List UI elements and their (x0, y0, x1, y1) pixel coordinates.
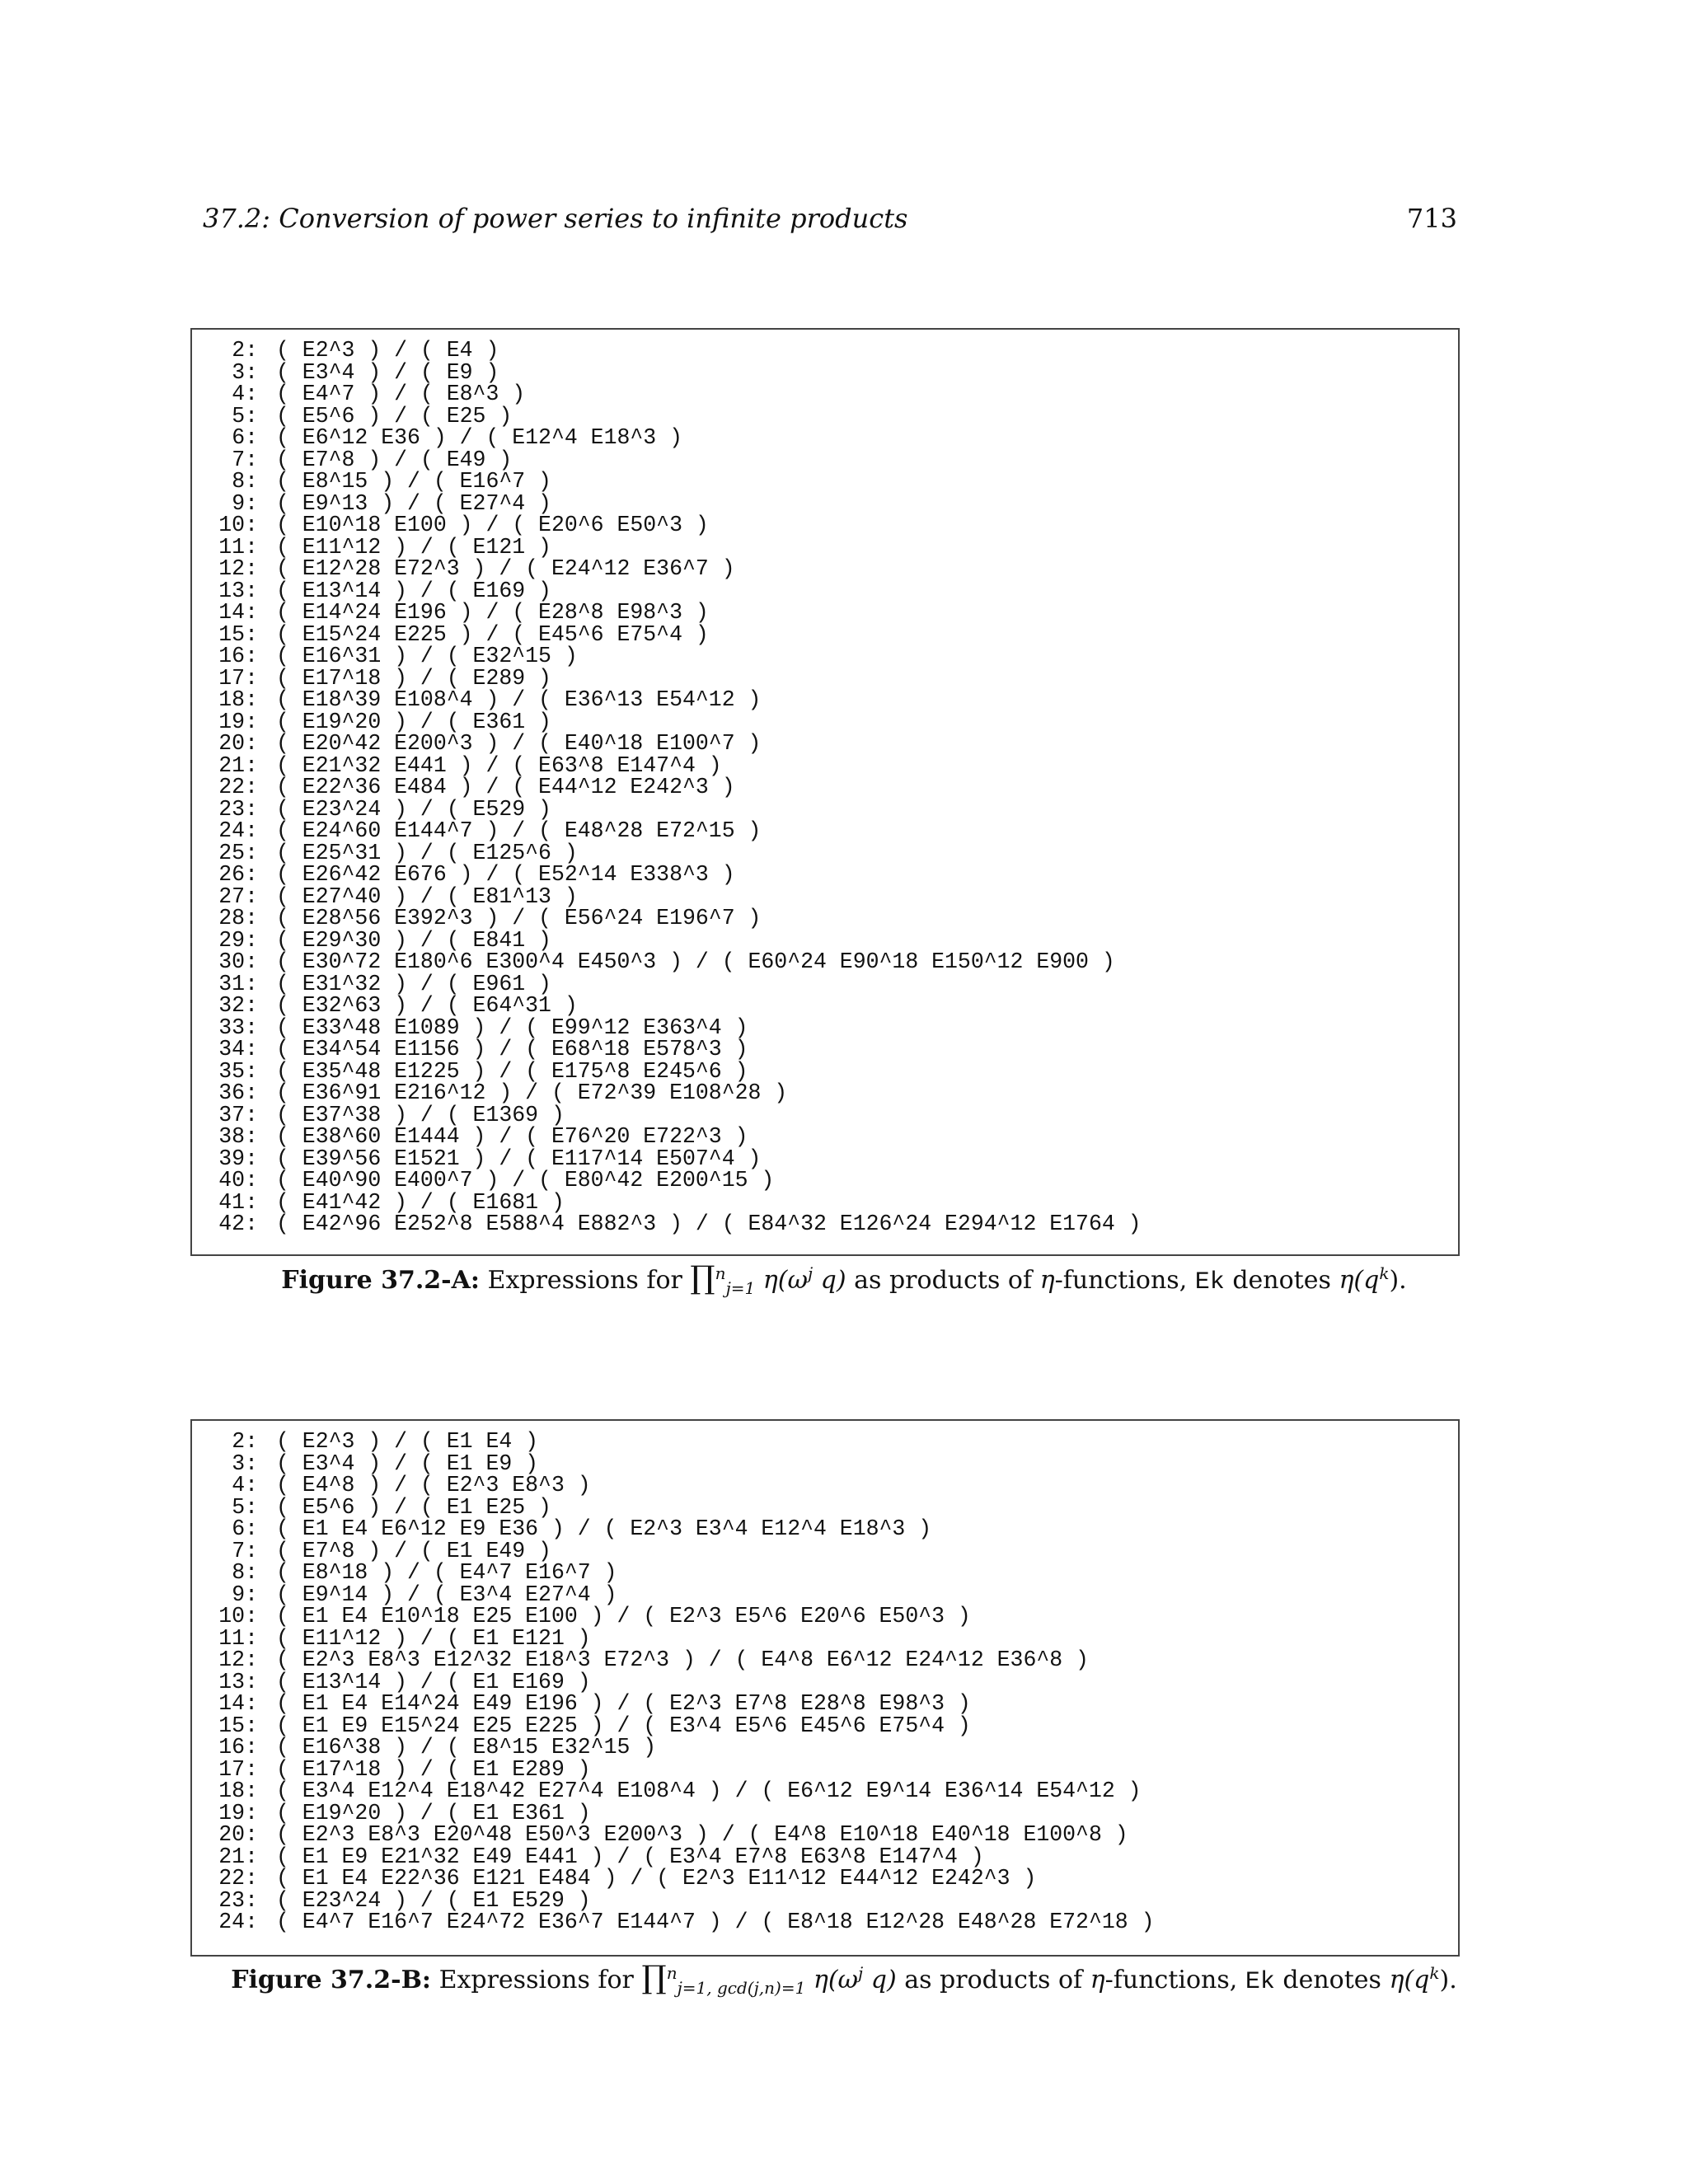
eta-expression: ( E13^14 ) / ( E1 E169 ) (276, 1669, 591, 1694)
line-number: 19: (218, 709, 258, 734)
listing-line (217, 973, 1142, 996)
line-number: 24: (218, 1910, 258, 1934)
line-number: 4: (232, 1473, 258, 1497)
eta-expression: ( E31^32 ) / ( E961 ) (276, 971, 551, 996)
line-number: 21: (218, 1844, 258, 1869)
listing-line (217, 951, 1142, 973)
listing-line (217, 1715, 1154, 1737)
line-number: 8: (232, 1560, 258, 1585)
listing-line (217, 621, 1142, 647)
listing-line (217, 1474, 1154, 1497)
eta-expression: ( E23^24 ) / ( E1 E529 ) (276, 1887, 591, 1913)
page-number: 713 (1406, 203, 1457, 234)
listing-line (217, 1911, 1154, 1933)
line-number: 7: (232, 447, 258, 472)
eta-expression: ( E35^48 E1225 ) / ( E175^8 E245^6 ) (276, 1058, 748, 1084)
listing-line (217, 1736, 1154, 1759)
eta-expression: ( E8^18 ) / ( E4^7 E16^7 ) (276, 1560, 617, 1585)
listing-line (217, 1104, 1142, 1127)
eta-expression: ( E29^30 ) / ( E841 ) (276, 927, 551, 953)
listing-line (217, 1494, 1154, 1520)
listing-line (217, 883, 1142, 909)
listing-line (217, 645, 1142, 668)
eta-expression: ( E5^6 ) / ( E25 ) (276, 403, 513, 429)
listing-line (217, 1518, 1154, 1540)
line-number: 12: (218, 1647, 258, 1672)
eta-expression: ( E22^36 E484 ) / ( E44^12 E242^3 ) (276, 775, 735, 799)
eta-expression: ( E9^13 ) / ( E27^4 ) (276, 490, 551, 516)
eta-expression: ( E26^42 E676 ) / ( E52^14 E338^3 ) (276, 862, 735, 887)
listing-line (217, 752, 1142, 778)
listing-line (217, 1824, 1154, 1846)
eta-expression: ( E42^96 E252^8 E588^4 E882^3 ) / ( E84^32 E126^24 E294^12 E1764 ) (276, 1212, 1142, 1236)
listing-line (217, 733, 1142, 755)
figure-b-label: Figure 37.2-B: (231, 1966, 432, 1994)
eta-expression: ( E24^60 E144^7 ) / ( E48^28 E72^15 ) (276, 818, 762, 843)
eta-expression: ( E1 E4 E6^12 E9 E36 ) / ( E2^3 E3^4 E12^4 E18^3 ) (276, 1516, 932, 1541)
line-number: 40: (218, 1168, 258, 1193)
line-number: 29: (218, 927, 258, 953)
line-number: 12: (218, 556, 258, 581)
line-number: 3: (232, 1451, 258, 1476)
listing-line (217, 427, 1142, 449)
listing-line (217, 471, 1142, 493)
eta-expression: ( E32^63 ) / ( E64^31 ) (276, 993, 578, 1018)
listing-line (217, 1625, 1154, 1651)
listing-line (217, 514, 1142, 537)
figure-a-listing (217, 340, 1142, 1235)
eta-expression: ( E1 E4 E10^18 E25 E100 ) / ( E2^3 E5^6 E20^6 E50^3 ) (276, 1604, 971, 1629)
eta-expression: ( E19^20 ) / ( E1 E361 ) (276, 1800, 591, 1825)
line-number: 37: (218, 1102, 258, 1127)
listing-line (217, 449, 1142, 471)
line-number: 13: (218, 578, 258, 603)
listing-line (217, 1453, 1154, 1475)
listing-line (217, 602, 1142, 624)
listing-line (217, 1605, 1154, 1628)
eta-expression: ( E15^24 E225 ) / ( E45^6 E75^4 ) (276, 621, 709, 647)
eta-expression: ( E2^3 ) / ( E4 ) (276, 338, 499, 363)
listing-line (217, 1213, 1142, 1235)
line-number: 5: (232, 1494, 258, 1520)
eta-expression: ( E11^12 ) / ( E121 ) (276, 534, 551, 560)
eta-expression: ( E41^42 ) / ( E1681 ) (276, 1189, 565, 1215)
eta-expression: ( E21^32 E441 ) / ( E63^8 E147^4 ) (276, 752, 722, 778)
line-number: 14: (218, 1691, 258, 1716)
line-number: 7: (232, 1538, 258, 1563)
listing-line (217, 842, 1142, 865)
eta-expression: ( E19^20 ) / ( E361 ) (276, 709, 551, 734)
eta-expression: ( E4^7 ) / ( E8^3 ) (276, 382, 526, 406)
eta-expression: ( E2^3 E8^3 E20^48 E50^3 E200^3 ) / ( E4^8 E10^18 E40^18 E100^8 ) (276, 1822, 1128, 1847)
eta-expression: ( E18^39 E108^4 ) / ( E36^13 E54^12 ) (276, 687, 762, 712)
eta-expression: ( E4^8 ) / ( E2^3 E8^3 ) (276, 1473, 591, 1497)
eta-expression: ( E17^18 ) / ( E1 E289 ) (276, 1756, 591, 1782)
figure-a-label: Figure 37.2-A: (281, 1266, 480, 1295)
listing-line (217, 359, 1142, 385)
line-number: 4: (232, 382, 258, 406)
line-number: 36: (218, 1080, 258, 1105)
eta-expression: ( E38^60 E1444 ) / ( E76^20 E722^3 ) (276, 1124, 748, 1149)
line-number: 33: (218, 1015, 258, 1040)
line-number: 9: (232, 1582, 258, 1607)
eta-expression: ( E37^38 ) / ( E1369 ) (276, 1102, 565, 1127)
listing-line (217, 340, 1142, 362)
eta-expression: ( E2^3 ) / ( E1 E4 ) (276, 1429, 539, 1454)
listing-line (217, 1802, 1154, 1825)
eta-expression: ( E1 E9 E15^24 E25 E225 ) / ( E3^4 E5^6 E45^6 E75^4 ) (276, 1713, 971, 1738)
listing-line (217, 864, 1142, 886)
line-number: 18: (218, 1779, 258, 1803)
line-number: 8: (232, 469, 258, 494)
line-number: 30: (218, 949, 258, 974)
listing-line (217, 1017, 1142, 1039)
line-number: 41: (218, 1189, 258, 1215)
eta-expression: ( E34^54 E1156 ) / ( E68^18 E578^3 ) (276, 1037, 748, 1062)
listing-line (217, 1431, 1154, 1453)
listing-line (217, 1584, 1154, 1606)
line-number: 17: (218, 1756, 258, 1782)
figure-b-box (190, 1419, 1460, 1957)
line-number: 20: (218, 731, 258, 756)
line-number: 11: (218, 534, 258, 560)
listing-line (217, 820, 1142, 842)
listing-line (217, 1671, 1154, 1694)
listing-line (217, 1058, 1142, 1084)
listing-line (217, 558, 1142, 580)
listing-line (217, 1868, 1154, 1890)
line-number: 19: (218, 1800, 258, 1825)
line-number: 32: (218, 993, 258, 1018)
line-number: 25: (218, 840, 258, 865)
listing-line (217, 1780, 1154, 1802)
eta-expression: ( E2^3 E8^3 E12^32 E18^3 E72^3 ) / ( E4^8 E6^12 E24^12 E36^8 ) (276, 1647, 1089, 1672)
listing-line (217, 1189, 1142, 1215)
line-number: 22: (218, 775, 258, 799)
line-number: 13: (218, 1669, 258, 1694)
line-number: 10: (218, 1604, 258, 1629)
listing-line (217, 1693, 1154, 1715)
eta-expression: ( E40^90 E400^7 ) / ( E80^42 E200^15 ) (276, 1168, 775, 1193)
eta-expression: ( E23^24 ) / ( E529 ) (276, 796, 551, 822)
listing-line (217, 383, 1142, 405)
listing-line (217, 711, 1142, 733)
eta-expression: ( E3^4 ) / ( E1 E9 ) (276, 1451, 539, 1476)
line-number: 10: (218, 513, 258, 537)
listing-line (217, 689, 1142, 711)
listing-line (217, 1148, 1142, 1170)
eta-expression: ( E16^31 ) / ( E32^15 ) (276, 644, 578, 668)
listing-line (217, 907, 1142, 930)
eta-expression: ( E1 E4 E14^24 E49 E196 ) / ( E2^3 E7^8 E28^8 E98^3 ) (276, 1691, 971, 1716)
listing-line (217, 1169, 1142, 1192)
listing-line (217, 1540, 1154, 1563)
line-number: 31: (218, 971, 258, 996)
listing-line (217, 1082, 1142, 1104)
eta-expression: ( E4^7 E16^7 E24^72 E36^7 E144^7 ) / ( E8^18 E12^28 E48^28 E72^18 ) (276, 1910, 1155, 1934)
running-head (203, 203, 1457, 242)
line-number: 20: (218, 1822, 258, 1847)
section-title: 37.2: Conversion of power series to infinite products (203, 203, 908, 234)
eta-expression: ( E16^38 ) / ( E8^15 E32^15 ) (276, 1735, 657, 1760)
listing-line (217, 665, 1142, 691)
listing-line (217, 1756, 1154, 1782)
listing-line (217, 1887, 1154, 1913)
eta-expression: ( E17^18 ) / ( E289 ) (276, 665, 551, 691)
line-number: 22: (218, 1866, 258, 1891)
eta-expression: ( E3^4 E12^4 E18^42 E27^4 E108^4 ) / ( E6^12 E9^14 E36^14 E54^12 ) (276, 1779, 1142, 1803)
line-number: 24: (218, 818, 258, 843)
line-number: 28: (218, 906, 258, 930)
line-number: 16: (218, 1735, 258, 1760)
eta-expression: ( E1 E4 E22^36 E121 E484 ) / ( E2^3 E11^12 E44^12 E242^3 ) (276, 1866, 1037, 1891)
eta-expression: ( E7^8 ) / ( E49 ) (276, 447, 513, 472)
listing-line (217, 534, 1142, 560)
eta-expression: ( E36^91 E216^12 ) / ( E72^39 E108^28 ) (276, 1080, 788, 1105)
line-number: 3: (232, 359, 258, 385)
line-number: 15: (218, 1713, 258, 1738)
eta-expression: ( E13^14 ) / ( E169 ) (276, 578, 551, 603)
listing-line (217, 1846, 1154, 1868)
eta-expression: ( E10^18 E100 ) / ( E20^6 E50^3 ) (276, 513, 709, 537)
line-number: 26: (218, 862, 258, 887)
line-number: 34: (218, 1037, 258, 1062)
line-number: 2: (232, 1429, 258, 1454)
listing-line (217, 776, 1142, 799)
eta-expression: ( E1 E9 E21^32 E49 E441 ) / ( E3^4 E7^8 E63^8 E147^4 ) (276, 1844, 984, 1869)
figure-a-caption: Figure 37.2-A: Expressions for ∏$^n_{j=1}$ $\eta(\omega^j$ q) as products of η-functions, Ek denotes $\eta(q^k)$. (281, 1259, 1407, 1298)
eta-expression: ( E28^56 E392^3 ) / ( E56^24 E196^7 ) (276, 906, 762, 930)
figure-b-caption: Figure 37.2-B: Expressions for ∏$^n_{j=1, gcd(j,n)=1}$ $\eta(\omega^j$ q) as products of η-functions, Ek denotes $\eta(q^k)$. (231, 1959, 1457, 1998)
eta-expression: ( E14^24 E196 ) / ( E28^8 E98^3 ) (276, 600, 709, 625)
figure-a-box (190, 328, 1460, 1256)
listing-line (217, 490, 1142, 516)
eta-expression: ( E27^40 ) / ( E81^13 ) (276, 883, 578, 909)
listing-line (217, 1562, 1154, 1584)
listing-line (217, 580, 1142, 602)
line-number: 18: (218, 687, 258, 712)
line-number: 27: (218, 883, 258, 909)
listing-line (217, 927, 1142, 953)
line-number: 23: (218, 1887, 258, 1913)
eta-expression: ( E25^31 ) / ( E125^6 ) (276, 840, 578, 865)
eta-expression: ( E11^12 ) / ( E1 E121 ) (276, 1625, 591, 1651)
line-number: 6: (232, 425, 258, 450)
eta-expression: ( E3^4 ) / ( E9 ) (276, 359, 499, 385)
line-number: 42: (218, 1212, 258, 1236)
eta-expression: ( E6^12 E36 ) / ( E12^4 E18^3 ) (276, 425, 682, 450)
line-number: 17: (218, 665, 258, 691)
listing-line (217, 796, 1142, 822)
eta-expression: ( E12^28 E72^3 ) / ( E24^12 E36^7 ) (276, 556, 735, 581)
line-number: 5: (232, 403, 258, 429)
line-number: 15: (218, 621, 258, 647)
line-number: 14: (218, 600, 258, 625)
listing-line (217, 1126, 1142, 1148)
eta-expression: ( E20^42 E200^3 ) / ( E40^18 E100^7 ) (276, 731, 762, 756)
line-number: 35: (218, 1058, 258, 1084)
line-number: 39: (218, 1146, 258, 1171)
eta-expression: ( E7^8 ) / ( E1 E49 ) (276, 1538, 551, 1563)
eta-expression: ( E30^72 E180^6 E300^4 E450^3 ) / ( E60^24 E90^18 E150^12 E900 ) (276, 949, 1115, 974)
eta-expression: ( E39^56 E1521 ) / ( E117^14 E507^4 ) (276, 1146, 762, 1171)
line-number: 38: (218, 1124, 258, 1149)
listing-line (217, 405, 1142, 428)
eta-expression: ( E8^15 ) / ( E16^7 ) (276, 469, 551, 494)
line-number: 16: (218, 644, 258, 668)
listing-line (217, 995, 1142, 1017)
eta-expression: ( E33^48 E1089 ) / ( E99^12 E363^4 ) (276, 1015, 748, 1040)
listing-line (217, 1649, 1154, 1671)
eta-expression: ( E5^6 ) / ( E1 E25 ) (276, 1494, 551, 1520)
line-number: 23: (218, 796, 258, 822)
line-number: 2: (232, 338, 258, 363)
line-number: 11: (218, 1625, 258, 1651)
listing-line (217, 1038, 1142, 1061)
figure-b-listing (217, 1431, 1154, 1933)
line-number: 6: (232, 1516, 258, 1541)
eta-expression: ( E9^14 ) / ( E3^4 E27^4 ) (276, 1582, 617, 1607)
line-number: 9: (232, 490, 258, 516)
line-number: 21: (218, 752, 258, 778)
